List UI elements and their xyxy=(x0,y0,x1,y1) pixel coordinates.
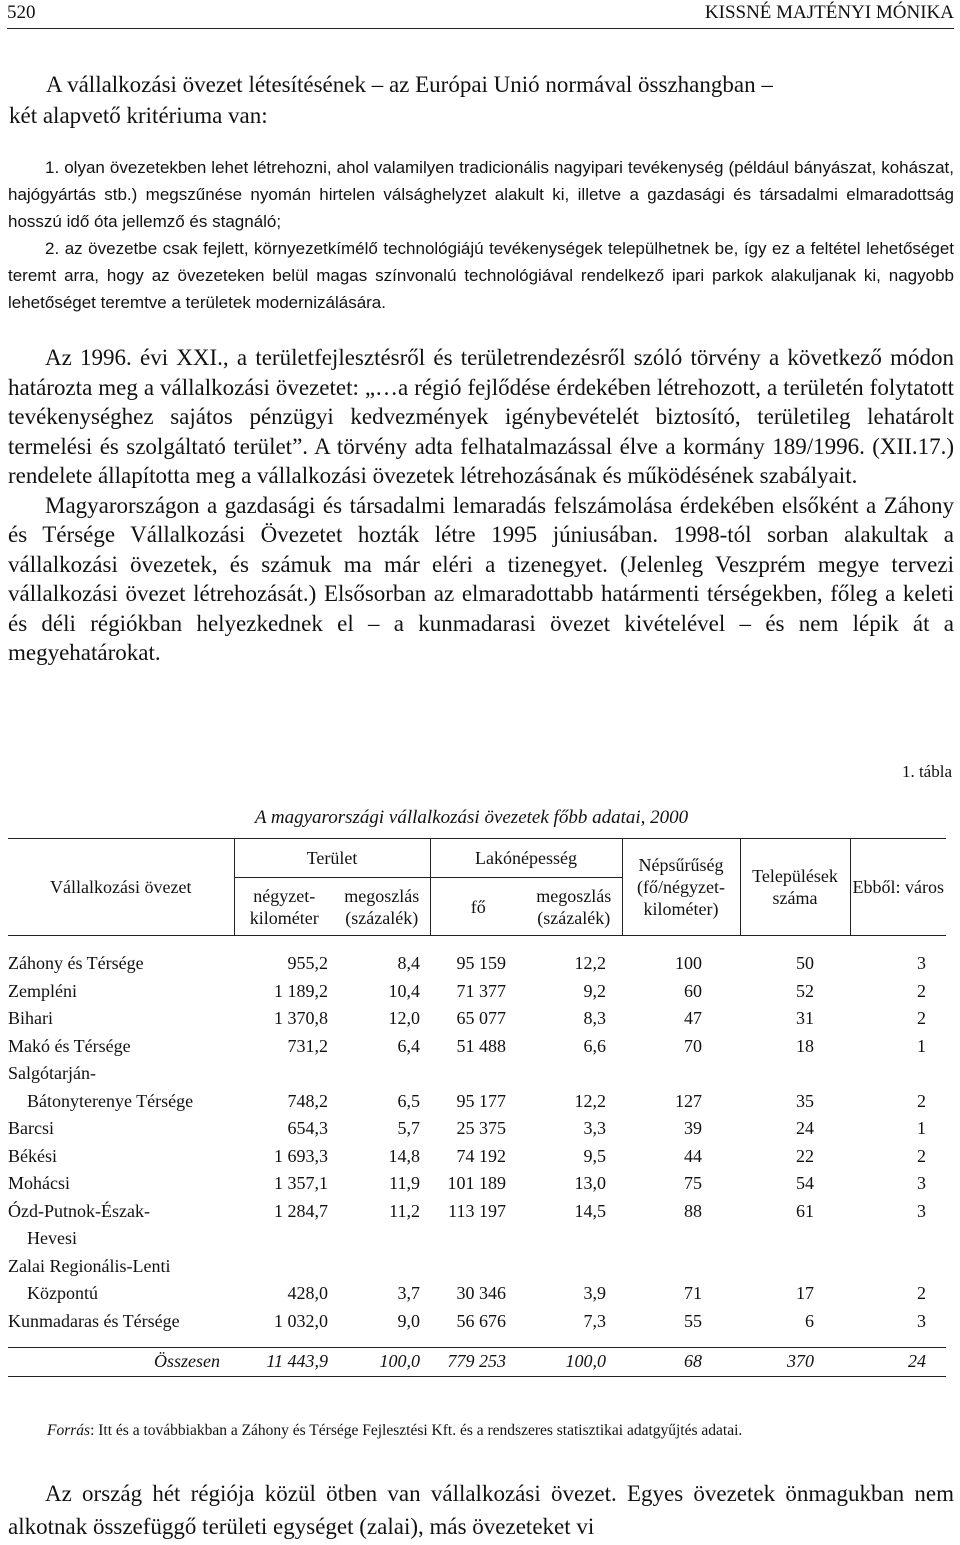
table-cell: 3 xyxy=(917,1173,926,1193)
header-density: Népsűrűség (fő/négyzet-kilométer) xyxy=(622,839,740,936)
table-cell xyxy=(526,1060,622,1088)
table-cell xyxy=(234,1253,334,1281)
criterion-item: 1. olyan övezetekben lehet létrehozni, ahol valamilyen tradicionális nagyipari tevékenység (például bányászat, kohászat, hajógyártás stb.) megszűnése nyomán hirtelen válsághelyzet alakult ki, illetve a gazdasági és társadalmi elmaradottság hosszú idő óta jellemző és stagnáló; xyxy=(8,158,954,231)
table-cell: 52 xyxy=(796,980,814,1001)
table-cell: 14,8 xyxy=(388,1145,420,1166)
table-cell xyxy=(850,1060,946,1088)
table-row xyxy=(8,1005,946,1033)
table-cell: Makó és Térsége xyxy=(8,1035,131,1056)
table-row xyxy=(8,1143,946,1171)
table-cell: 11 443,9 xyxy=(234,1348,334,1377)
table-cell: Bátonyterenye Térsége xyxy=(27,1090,194,1111)
running-header xyxy=(7,2,954,29)
table-cell xyxy=(740,1253,850,1281)
table-cell: 44 xyxy=(684,1145,702,1166)
table-row xyxy=(8,1198,946,1226)
table-row xyxy=(8,1253,946,1281)
table-cell xyxy=(850,1253,946,1281)
table-cell: 3 xyxy=(917,953,926,973)
table-cell: 100 xyxy=(675,953,702,973)
table-cell xyxy=(622,1060,740,1088)
table-cell xyxy=(740,1060,850,1088)
table-row xyxy=(8,950,946,978)
table-cell: 50 xyxy=(796,953,814,973)
table-row xyxy=(8,978,946,1006)
table-cell: 428,0 xyxy=(287,1283,328,1303)
intro-paragraph xyxy=(9,69,956,131)
table-cell: 9,5 xyxy=(583,1145,606,1166)
table-cell: 71 377 xyxy=(456,980,506,1001)
table-cell: 2 xyxy=(917,980,926,1001)
table-number: 1. tábla xyxy=(901,762,952,781)
table-cell: 12,2 xyxy=(574,953,606,973)
source-label: Forrás xyxy=(47,1422,91,1439)
table-cell xyxy=(526,1253,622,1281)
table-cell: 14,5 xyxy=(574,1200,606,1221)
table-title-text: A magyarországi vállalkozási övezetek főbb adatai, 2000 xyxy=(254,807,689,828)
table-cell: 12,2 xyxy=(574,1090,606,1111)
table-cell: Ózd-Putnok-Észak- xyxy=(8,1200,150,1221)
body-text xyxy=(8,343,954,668)
table-cell: 2 xyxy=(917,1145,926,1166)
table-cell: 6,6 xyxy=(583,1035,606,1056)
table-cell: 17 xyxy=(796,1283,814,1303)
table-cell: 54 xyxy=(796,1173,814,1193)
table-cell: 8,3 xyxy=(583,1008,606,1028)
table-cell: 55 xyxy=(684,1310,702,1331)
table-cell: 12,0 xyxy=(388,1008,420,1028)
table-cell: Zempléni xyxy=(8,980,77,1001)
table-cell: 56 676 xyxy=(456,1310,506,1331)
table-cell: 75 xyxy=(684,1173,702,1193)
table-cell: 24 xyxy=(850,1348,946,1377)
table-cell: Összesen xyxy=(8,1348,234,1377)
table-cell: 8,4 xyxy=(397,953,420,973)
table-row xyxy=(8,1088,946,1116)
table-cell: 11,2 xyxy=(389,1200,420,1221)
table-title xyxy=(0,807,960,829)
zones-table xyxy=(8,838,946,1377)
table-cell: 24 xyxy=(796,1118,814,1138)
table-cell: 6,5 xyxy=(397,1090,420,1111)
table-cell: 39 xyxy=(684,1118,702,1138)
table-cell: 10,4 xyxy=(388,980,420,1001)
table-cell: 1 xyxy=(917,1035,926,1056)
table-cell: 3,9 xyxy=(583,1283,606,1303)
table-cell: Zalai Regionális-Lenti xyxy=(8,1255,171,1276)
table-cell: Kunmadaras és Térsége xyxy=(8,1310,180,1331)
header-settlements: Települések száma xyxy=(740,839,850,936)
table-cell: 6 xyxy=(805,1310,814,1331)
table-cell: 11,9 xyxy=(389,1173,420,1193)
table-cell: 731,2 xyxy=(287,1035,328,1056)
closing-paragraph: Az ország hét régiója közül ötben van vállalkozási övezet. Egyes övezetek önmagukban nem alkotnak összefüggő területi egységet (zalai), más övezeteket vi xyxy=(8,1481,954,1539)
criterion-item: 2. az övezetbe csak fejlett, környezetkímélő technológiájú tevékenységek települhetnek be, így ez a feltétel lehetőséget teremt arra, hogy az övezeteken belül magas színvonalú technológiával rendelkező ipari parkok alakuljanak ki, nagyobb lehetőséget teremtve a területek modernizálására. xyxy=(8,239,954,312)
table-cell: 35 xyxy=(796,1090,814,1111)
table-cell xyxy=(234,1225,334,1253)
header-cities: Ebből: város xyxy=(850,839,946,936)
table-cell: 779 253 xyxy=(430,1348,526,1377)
table-cell: Barcsi xyxy=(8,1118,54,1138)
table-cell: 101 189 xyxy=(447,1173,506,1193)
table-cell: 70 xyxy=(684,1035,702,1056)
intro-line-2: két alapvető kritériuma van: xyxy=(9,103,268,128)
table-cell: 7,3 xyxy=(583,1310,606,1331)
table-cell: Bihari xyxy=(8,1008,53,1028)
table-cell: 18 xyxy=(796,1035,814,1056)
table-row xyxy=(8,1060,946,1088)
source-text: : Itt és a továbbiakban a Záhony és Térsége Fejlesztési Kft. és a rendszeres statisztikai adatgyűjtés adatai. xyxy=(90,1422,743,1439)
table-cell xyxy=(234,1060,334,1088)
table-cell: 1 xyxy=(917,1118,926,1138)
table-cell: 51 488 xyxy=(456,1035,506,1056)
table-cell: 95 159 xyxy=(456,953,506,973)
table-cell: Hevesi xyxy=(27,1228,77,1248)
body-paragraph: Magyarországon a gazdasági és társadalmi lemaradás felszámolása érdekében elsőként a Záhony és Térsége Vállalkozási Övezetet hozták létre 1995 júniusában. 1998-tól sorban alakultak a vállalkozási övezetek, és számuk ma már eléri a tizenegyet. (Jelenleg Veszprém megye tervezi vállalkozási övezet létrehozását.) Elsősorban az elmaradottabb határmenti térségekben, főleg a keleti és déli régiókban helyezkednek el – a kunmadarasi övezet kivételével – és nem lépik át a megyehatárokat. xyxy=(8,492,954,665)
table-cell: 30 346 xyxy=(456,1283,506,1303)
table-cell: 88 xyxy=(684,1200,702,1221)
table-cell: Békési xyxy=(8,1145,57,1166)
table-cell: 2 xyxy=(917,1090,926,1111)
table-cell: 68 xyxy=(622,1348,740,1377)
table-cell: 65 077 xyxy=(456,1008,506,1028)
table-cell: 5,7 xyxy=(397,1118,420,1138)
table-cell: 60 xyxy=(684,980,702,1001)
table-cell: 113 197 xyxy=(448,1200,506,1221)
page-number: 520 xyxy=(7,2,36,23)
table-cell: 22 xyxy=(796,1145,814,1166)
table-source-note xyxy=(47,1422,742,1440)
table-cell: 100,0 xyxy=(334,1348,430,1377)
table-cell xyxy=(334,1060,430,1088)
table-cell xyxy=(622,1253,740,1281)
table-cell: 100,0 xyxy=(526,1348,622,1377)
table-cell: 6,4 xyxy=(397,1035,420,1056)
table-cell: 61 xyxy=(796,1200,814,1221)
table-cell xyxy=(850,1225,946,1253)
running-author: KISSNÉ MAJTÉNYI MÓNIKA xyxy=(704,2,954,23)
table-cell xyxy=(622,1225,740,1253)
table-cell: 71 xyxy=(684,1283,702,1303)
header-population-group: Lakónépesség xyxy=(430,839,622,878)
header-area-share: megoszlás (százalék) xyxy=(334,878,430,936)
table-cell: 74 192 xyxy=(456,1145,506,1166)
table-cell: Salgótarján- xyxy=(8,1063,96,1083)
table-cell: Központú xyxy=(27,1283,98,1303)
table-cell: 95 177 xyxy=(456,1090,506,1111)
table-cell xyxy=(430,1060,526,1088)
body-paragraph: Az 1996. évi XXI., a területfejlesztésről és területrendezésről szóló törvény a következő módon határozta meg a vállalkozási övezetet: „…a régió fejlődése érdekében létrehozott, a területén folytatott tevékenységhez sajátos pénzügyi kedvezmények igénybevételét biztosító, területileg lehatárolt termelési és szolgáltató terület”. A törvény adta felhatalmazással élve a kormány 189/1996. (XII.17.) rendelete állapította meg a vállalkozási övezetek létrehozásának és működésének szabályait. xyxy=(8,345,954,488)
table-cell: 1 693,3 xyxy=(274,1145,328,1166)
header-zone: Vállalkozási övezet xyxy=(8,839,234,936)
table-cell: 3,7 xyxy=(397,1283,420,1303)
table-row xyxy=(8,1170,946,1198)
table-cell: 955,2 xyxy=(287,953,328,973)
table-cell: 25 375 xyxy=(456,1118,506,1138)
table-cell xyxy=(430,1225,526,1253)
table-row xyxy=(8,1225,946,1253)
header-area-km2: négyzet-kilométer xyxy=(234,878,334,936)
table-cell xyxy=(526,1225,622,1253)
criteria-list xyxy=(8,154,954,316)
table-cell: 748,2 xyxy=(287,1090,328,1111)
table-body xyxy=(8,936,946,1377)
closing-text xyxy=(8,1477,954,1543)
table-cell xyxy=(740,1225,850,1253)
table-cell: 370 xyxy=(740,1348,850,1377)
table-cell: Záhony és Térsége xyxy=(8,953,144,973)
table-cell: 2 xyxy=(917,1283,926,1303)
table-cell xyxy=(334,1225,430,1253)
table-row xyxy=(8,1280,946,1308)
table-row xyxy=(8,1308,946,1336)
table-cell: 1 032,0 xyxy=(274,1310,328,1331)
header-population-share: megoszlás (százalék) xyxy=(526,878,622,936)
table-cell: 1 357,1 xyxy=(274,1173,328,1193)
table-cell: 3 xyxy=(917,1310,926,1331)
table-cell: 2 xyxy=(917,1008,926,1028)
table-cell: 9,0 xyxy=(397,1310,420,1331)
table-row xyxy=(8,1115,946,1143)
table-cell: 3 xyxy=(917,1200,926,1221)
table-cell: 9,2 xyxy=(583,980,606,1001)
table-cell: 3,3 xyxy=(583,1118,606,1138)
table-row xyxy=(8,1033,946,1061)
table-cell: 13,0 xyxy=(574,1173,606,1193)
table-cell: 127 xyxy=(675,1090,702,1111)
table-cell: 1 189,2 xyxy=(274,980,328,1001)
header-area-group: Terület xyxy=(234,839,430,878)
table-total-row xyxy=(8,1348,946,1377)
table-cell: Mohácsi xyxy=(8,1173,70,1193)
header-population: fő xyxy=(430,878,526,936)
intro-line-1: A vállalkozási övezet létesítésének – az Európai Unió normával összhangban – xyxy=(46,72,773,97)
table-cell xyxy=(430,1253,526,1281)
table-cell: 1 284,7 xyxy=(274,1200,328,1221)
table-cell: 1 370,8 xyxy=(274,1008,328,1028)
table-cell: 47 xyxy=(684,1008,702,1028)
table-cell: 31 xyxy=(796,1008,814,1028)
table-cell: 654,3 xyxy=(287,1118,328,1138)
table-cell xyxy=(334,1253,430,1281)
